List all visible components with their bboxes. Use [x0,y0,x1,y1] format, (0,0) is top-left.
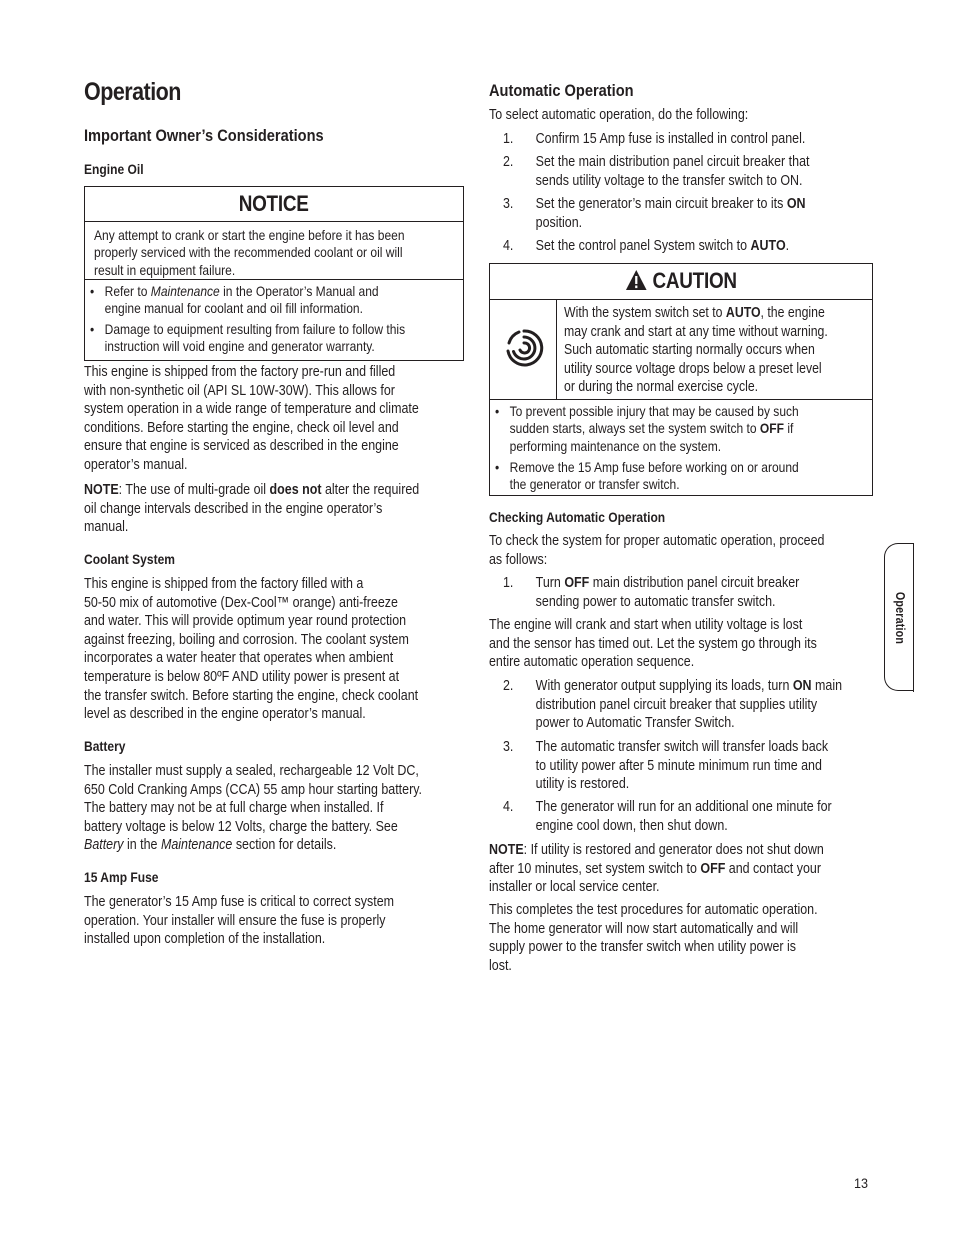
check-intro: To check the system for proper automatic operation, proceed as follows: [489,533,825,568]
considerations-heading: Important Owner’s Considerations [84,126,324,145]
coolant-heading: Coolant System [84,551,175,567]
fuse-paragraph: The generator’s 15 Amp fuse is critical to correct system operation. Your installer will ensure the fuse is properly installed upon completion of the installation. [84,894,395,948]
engine-oil-heading: Engine Oil [84,161,144,177]
rotating-shaft-hazard-icon [501,325,547,371]
utility-note: NOTE: If utility is restored and generator does not shut down after 10 minutes, set system switch to OFF and contact your installer or local service center. [489,842,824,896]
side-tab-label: Operation [893,591,907,645]
battery-heading: Battery [84,738,126,754]
fuse-heading: 15 Amp Fuse [84,869,159,885]
caution-icon-cell [490,299,557,399]
checking-automatic-operation-heading: Checking Automatic Operation [489,509,666,525]
page-number: 13 [854,1175,869,1191]
auto-intro: To select automatic operation, do the following: [489,107,749,123]
page-title: Operation [84,78,181,106]
notice-body: Any attempt to crank or start the engine before it has been properly serviced with the recommended coolant or oil will result in equipment failure. [94,227,405,278]
notice-title: NOTICE [239,191,309,216]
caution-body: With the system switch set to AUTO, the engine may crank and start at any time without warning. Such automatic starting normally occurs when utility source voltage drops below a preset level or during the normal exercise cycle. [564,305,828,396]
notice-box: NOTICE Any attempt to crank or start the engine before it has been properly serviced with the recommended coolant or oil will result in equipment failure. • Refer to Maintenance in the Operator’s Manual and engine manual for coolant and oil fill information. • Damage to equipment resulting from failure to follow this instruction will void engine and generator warranty. [84,186,464,361]
caution-box: CAUTION With the system switch set to AUTO, the engine may crank and start at any time without warning. Such automatic starting normally occurs when utility source voltage drops below a preset level or during the normal exercise cycle. • To prevent possible injury that may be caused by such sudden starts, always set the system switch to OFF if performing maintenance on the system. • Remove the 15 Amp fuse before working on or around the generator or transfer switch. [489,263,873,496]
crank-paragraph: The engine will crank and start when utility voltage is lost and the sensor has timed out. Let the system go through its entire automatic operation sequence. [489,617,817,671]
section-side-tab [884,543,914,691]
warning-triangle-icon [625,269,647,291]
completion-paragraph: This completes the test procedures for automatic operation. The home generator will now start automatically and will supply power to the transfer switch when utility power is lost. [489,902,818,974]
oil-note: NOTE: The use of multi-grade oil does not alter the required oil change intervals described in the engine operator’s manual. [84,482,420,536]
oil-paragraph: This engine is shipped from the factory pre-run and filled with non-synthetic oil (API SL 10W-30W). This allows for system operation in a wide range of temperature and climate conditions. Before starting the engine, check oil level and ensure that engine is serviced as described in the engine operator’s manual. [84,364,419,473]
battery-paragraph: The installer must supply a sealed, rechargeable 12 Volt DC, 650 Cold Cranking Amps (CCA) 55 amp hour starting battery. The battery may not be at full charge when installed. If battery voltage is below 12 Volts, charge the battery. See Battery in the Maintenance section for details. [84,763,423,854]
caution-title: CAUTION [490,268,872,294]
automatic-operation-heading: Automatic Operation [489,81,634,100]
coolant-paragraph: This engine is shipped from the factory filled with a 50-50 mix of automotive (Dex-Cool™ orange) anti-freeze and water. This will provide optimum year round protection against freezing, boiling and corrosion. The coolant system incorporates a water heater that operates when ambient temperature is below 80ºF AND utility power is present at the transfer switch. Before starting the engine, check coolant level as described in the engine operator’s manual. [84,576,419,723]
